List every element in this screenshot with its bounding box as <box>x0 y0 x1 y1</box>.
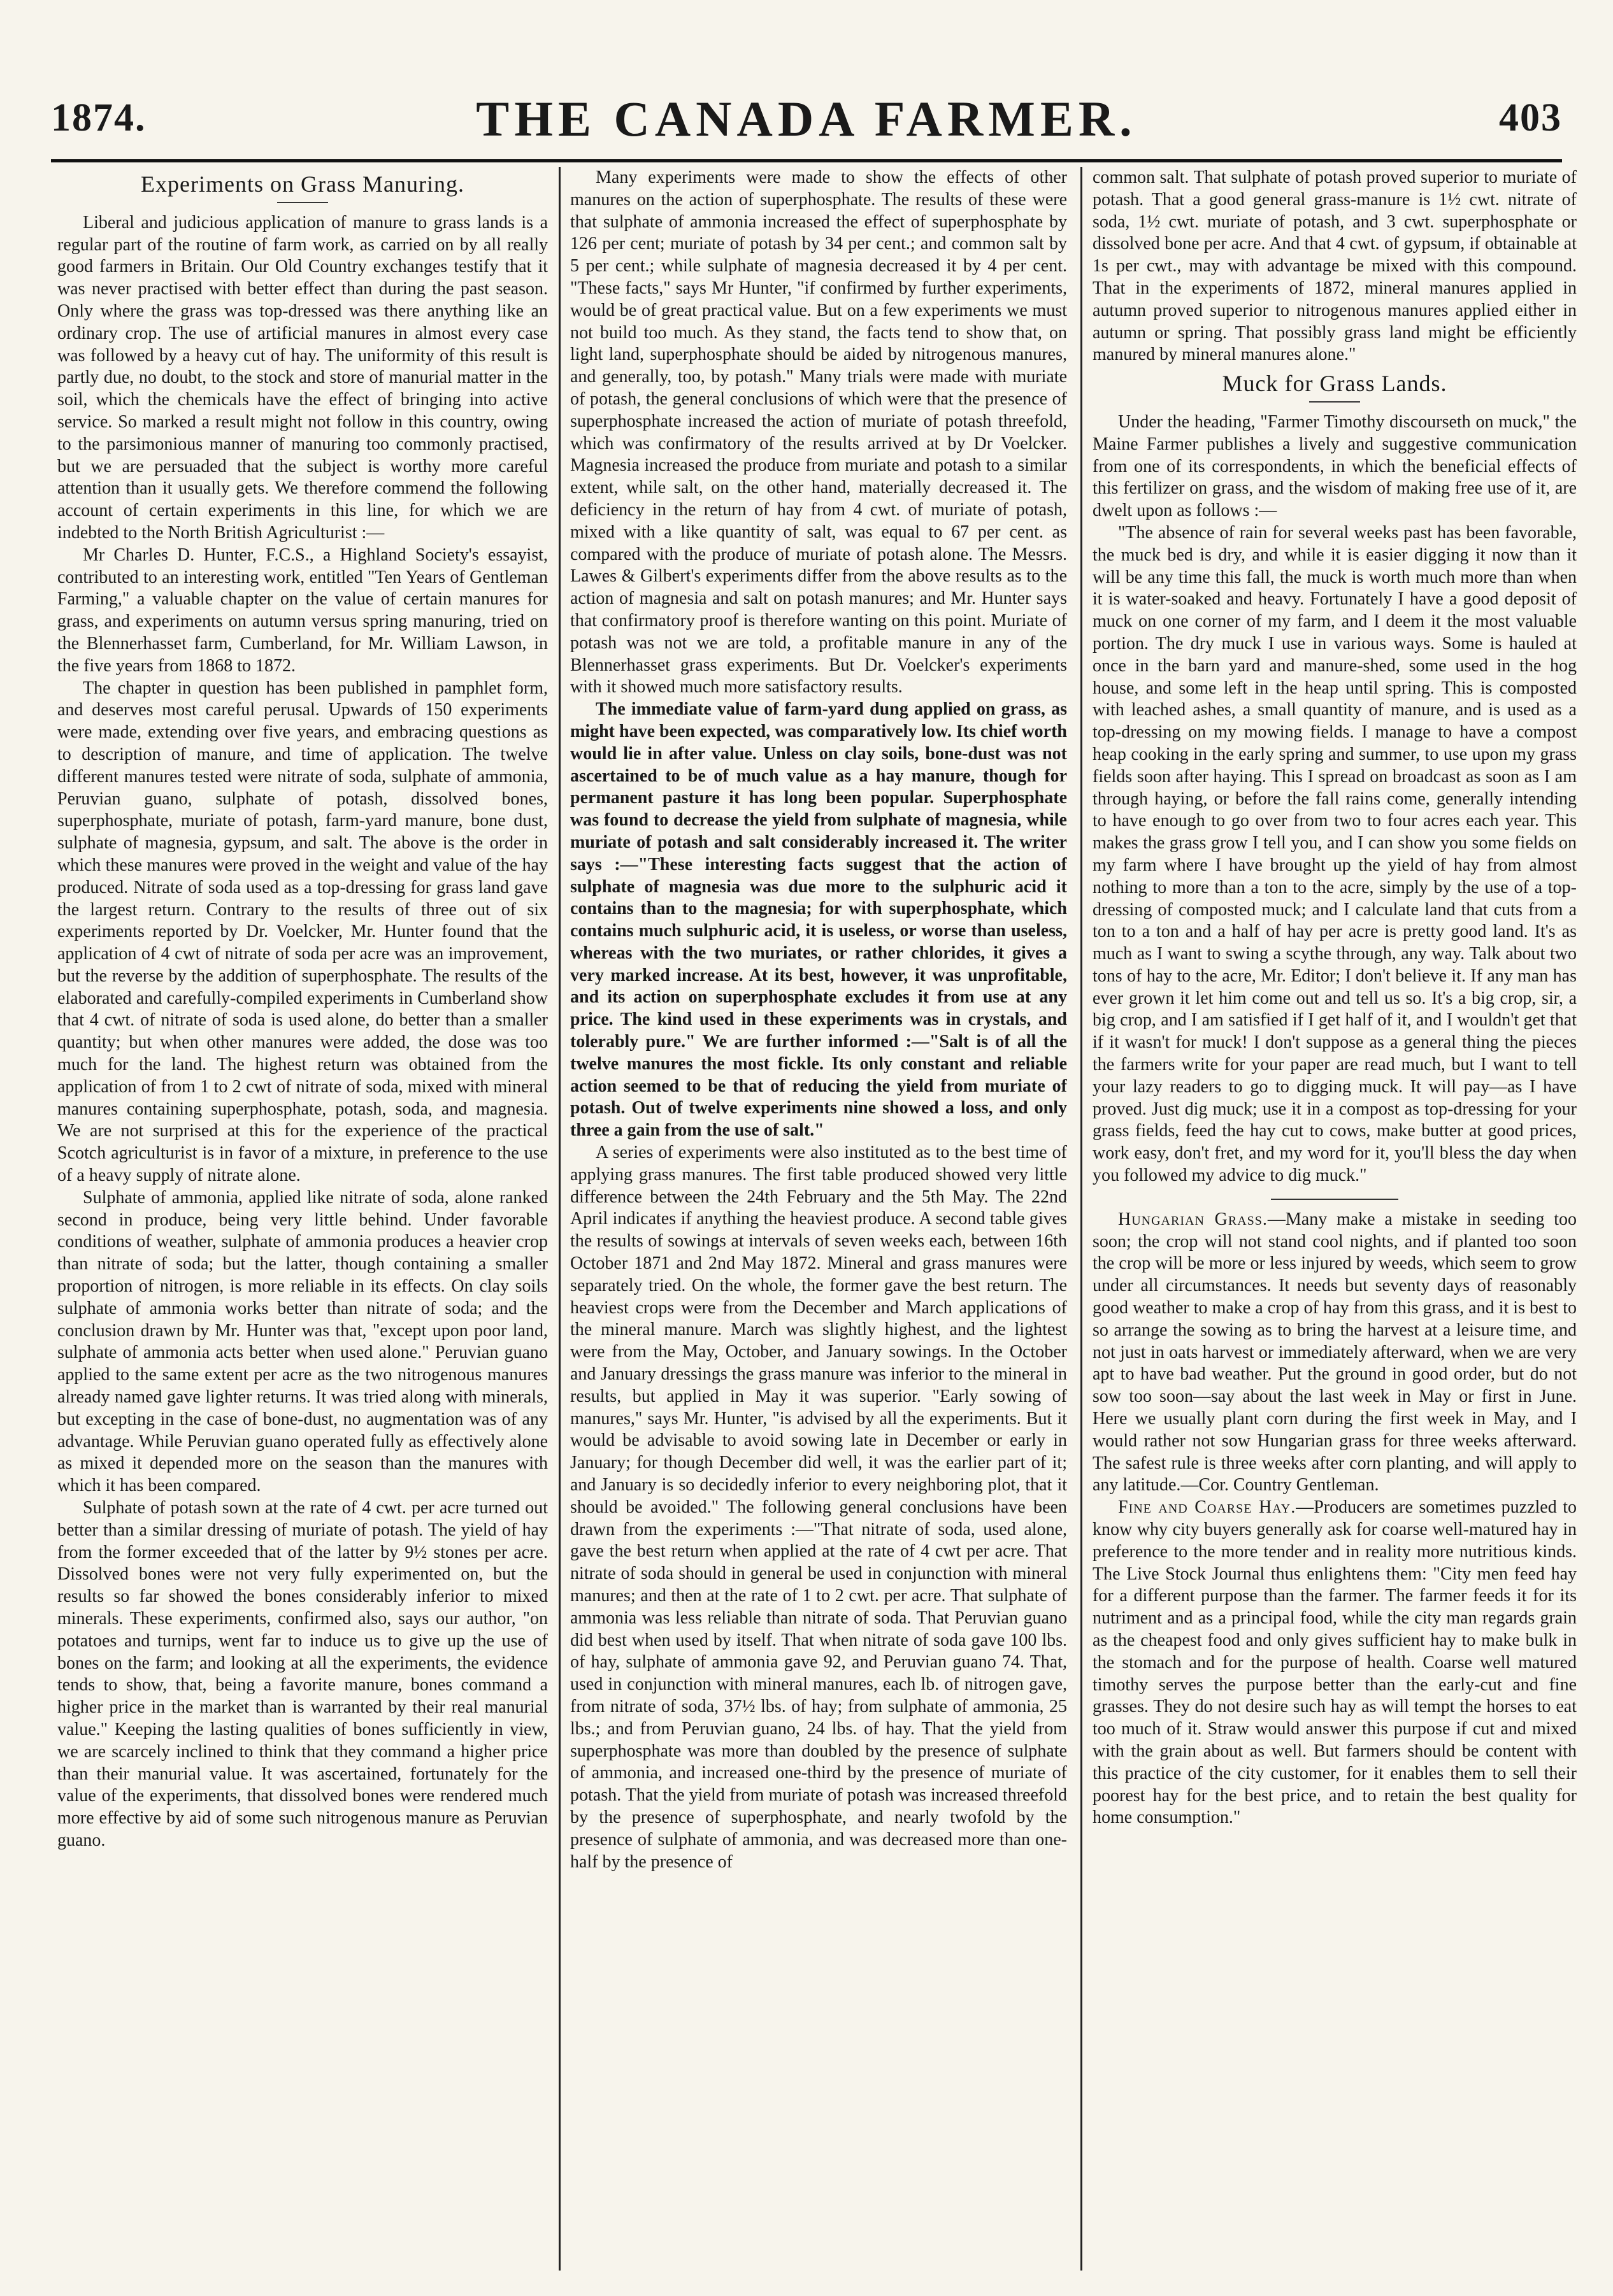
column-2 <box>570 167 1067 2271</box>
paragraph: common salt. That sulphate of potash proved superior to muriate of potash. That a good general grass-manure is 1½ cwt. nitrate of soda, 1½ cwt. muriate of potash, and 3 cwt. superphosphate or dissolved bone per acre. And that 4 cwt. of gypsum, if obtainable at 1s per cwt., may with advantage be mixed with this compound. That in the experiments of 1872, mineral manures applied in autumn proved superior to nitrogenous manures applied either in autumn or spring. That possibly grass land might be efficiently manured by mineral manures alone." <box>1093 168 1577 365</box>
column-divider <box>1080 167 1082 2271</box>
paragraph <box>1093 1497 1577 1829</box>
paragraph: Liberal and judicious application of manure to grass lands is a regular part of the routine of farm work, as carried on by all really good farmers in Britain. Our Old Country exchanges testify that it was never practised with better effect than during the past season. Only where the grass was top-dressed was there anything like an ordinary crop. The use of artificial manures in almost every case was followed by a heavy cut of hay. The uniformity of this result is partly due, no doubt, to the stock and store of manurial matter in the soil, which the chemicals have the effect of bringing into active service. So marked a result might not follow in this country, owing to the parsimonious manner of manuring too commonly practised, but we are persuaded that the subject is worthy more careful attention than it usually gets. We therefore commend the following account of certain experiments in this line, for which we are indebted to the North British Agriculturist :— <box>57 212 548 543</box>
column-1 <box>57 167 548 2271</box>
masthead-title: THE CANADA FARMER. <box>476 91 1137 146</box>
paragraph <box>1093 1209 1577 1497</box>
paragraph: Sulphate of ammonia, applied like nitrate of soda, alone ranked second in produce, being very little behind. Under favorable conditions of weather, sulphate of ammonia produces a heavier crop than nitrate of soda; but the latter, though containing a smaller proportion of nitrogen, is more reliable in its effects. On clay soils sulphate of ammonia works better than nitrate of soda; and the conclusion drawn by Mr. Hunter was that, "except upon poor land, sulphate of ammonia acts better when used alone." Peruvian guano applied to the same extent per acre as the two nitrogenous manures already named gave lighter returns. It was tried along with minerals, but excepting in the case of bone-dust, no augmentation was of any advantage. While Peruvian guano operated fully as effectively alone as mixed it depended more on the season than the manures with which it has been compared. <box>57 1187 548 1496</box>
paragraph-text: —Many make a mistake in seeding too soon; the crop will not stand cool nights, and if planted too soon the crop will be more or less injured by weeds, which seem to grow under all circumstances. It needs but seventy days of reasonably good weather to make a crop of hay from this grass, and it is best to so arrange the sowing as to bring the harvest at a leisure time, and not just in oats harvest or immediately afterward, when we are very apt to have bad weather. Put the ground in good order, but do not sow too soon—say about the last week in May or first in June. Here we usually plant corn during the first week in May, and I would rather not sow Hungarian grass for three weeks afterward. The safest rule is three weeks after corn planting, and will apply to any latitude.—Cor. Country Gentleman. <box>1093 1209 1577 1495</box>
paragraph: "The absence of rain for several weeks past has been favorable, the muck bed is dry, and while it is easier digging it now than it will be any time this fall, the muck is worth much more than when it is water-soaked and heavy. Fortunately I have a good deposit of muck on one corner of my farm, and I deem it the most valuable portion. The dry muck I use in various ways. Some is hauled at once in the barn yard and manure-shed, some used in the hog house, and some left in the heap until spring. This is composted with leached ashes, a small quantity of manure, and is used as a top-dressing on my mowing fields. I manage to have a compost heap cooking in the early spring and summer, to use upon my grass fields soon after haying. This I spread on broadcast as soon as I am through haying, or before the fall rains come, generally intending to have enough to go over from two to four acres each year. This makes the grass grow I tell you, and I can show you some fields on my farm where I have brought up the yield of hay from almost nothing to more than a ton to the acre, simply by the use of a top-dressing of composted muck; and I calculate land that cuts from a ton to a ton and a half of hay per acre is pretty good land. It's as much as I want to swing a scythe through, any way. Talk about two tons of hay to the acre, Mr. Editor; I don't believe it. If any man has ever grown it let him come out and tell us so. It's a big crop, sir, a big crop, and I am satisfied if I get half of it, and I wouldn't get that if it wasn't for muck! I don't suppose as a general thing the pieces the farmers write for your paper are read much, but I want to tell your lazy readers to go to digging muck. It will pay—as I have proved. Just dig muck; use it in a compost as top-dressing for your grass fields, feed the hay cut to cows, make butter at good prices, work easy, don't fret, and my word for it, you'll bless the day when you followed my advice to dig muck." <box>1093 522 1577 1186</box>
masthead <box>51 91 1562 153</box>
masthead-rule <box>51 159 1562 162</box>
article-heading: Muck for Grass Lands. <box>1093 373 1577 403</box>
column-divider <box>559 167 561 2271</box>
paragraph: Many experiments were made to show the effects of other manures on the action of superphosphate. The results of these were that sulphate of ammonia increased the effect of superphosphate by 126 per cent; muriate of potash by 34 per cent.; and common salt by 5 per cent.; while sulphate of magnesia decreased it by 4 per cent. "These facts," says Mr Hunter, "if confirmed by further experiments, would be of great practical value. But on a few experiments we must not build too much. As they stand, the facts tend to show that, on light land, superphosphate should be aided by nitrogenous manures, and generally, too, by potash." Many trials were made with muriate of potash, the general conclusions of which were that the presence of superphosphate increased the action of muriate of potash threefold, which was confirmatory of the results arrived at by Dr Voelcker. Magnesia increased the produce from muriate and potash to a similar extent, while salt, on the other hand, materially decreased it. The deficiency in the return of hay from 4 cwt. of muriate of potash, mixed with a like quantity of salt, was equal to 67 per cent. as compared with the produce of muriate of potash alone. The Messrs. Lawes & Gilbert's experiments differ from the above results as to the action of magnesia and salt on potash manures; and Mr. Hunter says that confirmatory proof is therefore wanting on this point. Muriate of potash was not we are told, a profitable manure in any of the Blennerhasset grass experiments. But Dr. Voelcker's experiments with it showed much more satisfactory results. <box>570 168 1067 697</box>
paragraph: Sulphate of potash sown at the rate of 4 cwt. per acre turned out better than a similar dressing of muriate of potash. The yield of hay from the former exceeded that of the latter by 9½ stones per acre. Dissolved bones were not very fully experimented on, but the results so far showed the bones considerably inferior to mixed minerals. These experiments, confirmed also, says our author, "on potatoes and turnips, went far to induce us to give up the use of bones on the farm; and looking at all the experiments, the evidence tends to show, that, being a favorite manure, bones command a higher price in the market than is warranted by their real manurial value." Keeping the lasting qualities of bones sufficiently in view, we are scarcely inclined to think that they command a higher price than their manurial value. It was ascertained, fortunately for the value of the experiments, that dissolved bones were rendered much more effective by aid of some such nitrogenous manure as Peruvian guano. <box>57 1498 548 1850</box>
paragraph: A series of experiments were also instituted as to the best time of applying grass manures. The first table produced showed very little difference between the 24th February and the 5th May. The 22nd April indicates if anything the heaviest produce. A second table gives the results of sowings at intervals of seven weeks each, between 16th October 1871 and 2nd May 1872. Mineral and grass manures were separately tried. On the whole, the former gave the best return. The heaviest crops were from the December and March applications of the mineral manure. March was slightly highest, and the lightest were from the May, October, and January sowings. In the October and January dressings the grass manure was inferior to the mineral in results, but applied in May it was superior. "Early sowing of manures," says Mr. Hunter, "is advised by all the experiments. But it would be advisable to avoid sowing late in December or early in January; for though December did well, it was the earlier part of it; and January is so decidedly inferior to every neighboring plot, that it should be avoided." The following general conclusions have been drawn from the experiments :—"That nitrate of soda, used alone, gave the best return when applied at the rate of 4 cwt per acre. That nitrate of soda should in general be used in conjunction with mineral manures; and then at the rate of 1 to 2 cwt. per acre. That sulphate of ammonia was less reliable than nitrate of soda. That Peruvian guano did best when used by itself. That when nitrate of soda gave 100 lbs. of hay, sulphate of ammonia gave 92, and Peruvian guano 74. That, used in conjunction with mineral manures, each lb. of nitrogen gave, from nitrate of soda, 37½ lbs. of hay; from sulphate of ammonia, 25 lbs.; and from Peruvian guano, 24 lbs. of hay. That the yield from superphosphate was more than doubled by the presence of sulphate of ammonia, and increased one-third by the presence of muriate of potash. That the yield from muriate of potash was increased threefold by the presence of superphosphate, and nearly twofold by the presence of sulphate of ammonia, and was decreased more than one-half by the presence of <box>570 1143 1067 1872</box>
paragraph: The chapter in question has been published in pamphlet form, and deserves most careful perusal. Upwards of 150 experiments were made, extending over five years, and embracing questions as to description of manure, and time of application. The twelve different manures tested were nitrate of soda, sulphate of ammonia, Peruvian guano, sulphate of potash, dissolved bones, superphosphate, muriate of potash, farm-yard manure, bone dust, sulphate of magnesia, gypsum, and salt. The above is the order in which these manures were proved in the weight and value of the hay produced. Nitrate of soda used as a top-dressing for grass land gave the largest return. Contrary to the results of three out of six experiments reported by Dr. Voelcker, Mr. Hunter found that the application of 4 cwt of nitrate of soda per acre was an improvement, but the reverse by the addition of superphosphate. The results of the elaborated and carefully-compiled experiments in Cumberland show that 4 cwt. of nitrate of soda is used alone, do better than a smaller quantity; but when other manures were added, the dose was too much for the land. The highest return was obtained from the application of from 1 to 2 cwt of nitrate of soda, mixed with mineral manures containing superphosphate, potash, soda, and magnesia. We are not surprised at this for the experience of the practical Scotch agriculturist is in favor of a mixture, in preference to the use of a heavy supply of nitrate alone. <box>57 678 548 1186</box>
paragraph-text: —Producers are sometimes puzzled to know why city buyers generally ask for coarse well-matured hay in preference to the more tender and in reality more nutritious kinds. The Live Stock Journal thus enlightens them: "City men feed hay for a different purpose than the farmer. The farmer feeds it for its nutriment and as a principal food, while the city man regards grain as the cheapest food and only gives sufficient hay to make bulk in the stomach and for the purpose of health. Coarse well matured timothy serves the purpose better than the early-cut and fine grasses. They do not desire such hay as will tempt the horses to eat too much of it. Straw would answer this purpose if cut and mixed with the grain about as well. But farmers should be content with this practice of the city customer, for it enables them to sell their poorest hay for the best price, and to retain the best quality for home consumption." <box>1093 1497 1577 1828</box>
paragraph-lead: Fine and Coarse Hay. <box>1118 1497 1296 1518</box>
masthead-year: 1874. <box>51 96 147 139</box>
paragraph: Under the heading, "Farmer Timothy discourseth on muck," the Maine Farmer publishes a lively and suggestive communication from one of its correspondents, in which the beneficial effects of this fertilizer on grass, and the wisdom of making free use of it, are dwelt upon as follows :— <box>1093 411 1577 521</box>
section-separator <box>1271 1199 1398 1200</box>
article-heading: Experiments on Grass Manuring. <box>57 173 548 203</box>
paragraph: The immediate value of farm-yard dung applied on grass, as might have been expected, was comparatively low. Its chief worth would lie in after value. Unless on clay soils, bone-dust was not ascertained to be of much value as a hay manure, though for permanent pasture it has long been popular. Superphosphate was found to decrease the yield from sulphate of magnesia, while muriate of potash and salt considerably increased it. The writer says :—"These interesting facts suggest that the action of sulphate of magnesia was due more to the sulphuric acid it contains than to the magnesia; for with superphosphate, which contains much sulphuric acid, it is useless, or worse than useless, whereas with the two muriates, or rather chlorides, it gives a very marked increase. At its best, however, it was unprofitable, and its action on superphosphate excludes it from use at any price. The kind used in these experiments was in crystals, and tolerably pure." We are further informed :—"Salt is of all the twelve manures the most fickle. Its only constant and reliable action seemed to be that of reducing the yield from muriate of potash. Out of twelve experiments nine showed a loss, and only three a gain from the use of salt." <box>570 699 1067 1141</box>
paragraph: Mr Charles D. Hunter, F.C.S., a Highland Society's essayist, contributed to an interesting work, entitled "Ten Years of Gentleman Farming," a valuable chapter on the value of certain manures for grass, and experiments on autumn versus spring manuring, tried on the Blennerhasset farm, Cumberland, for Mr. William Lawson, in the five years from 1868 to 1872. <box>57 545 548 676</box>
paragraph-lead: Hungarian Grass. <box>1118 1209 1268 1229</box>
column-3 <box>1093 167 1577 2271</box>
page-number: 403 <box>1499 96 1562 139</box>
